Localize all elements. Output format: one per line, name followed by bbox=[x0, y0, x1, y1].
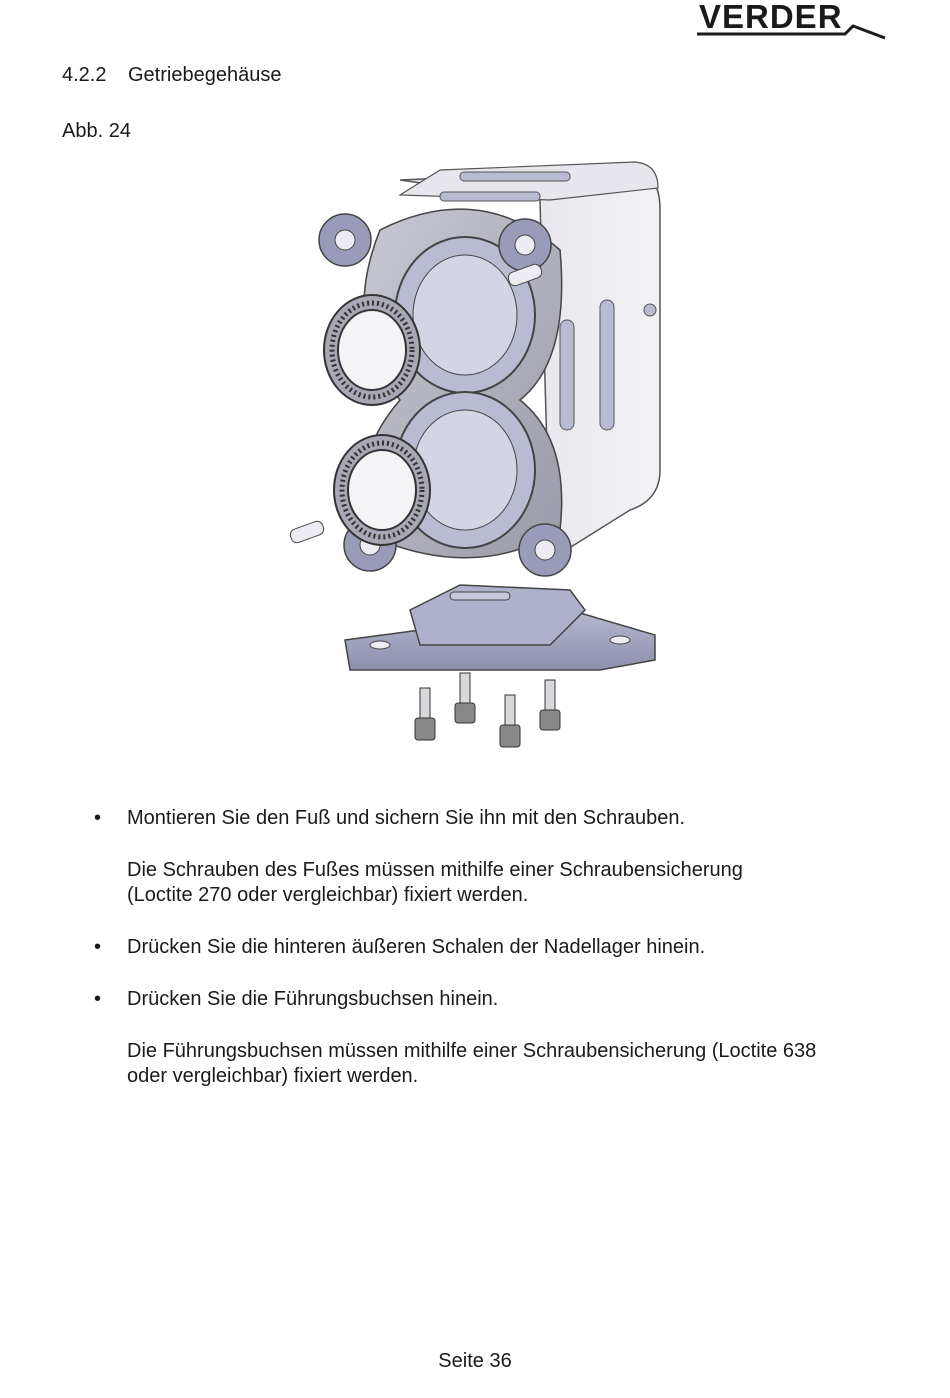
instruction-text: Montieren Sie den Fuß und sichern Sie ihn mit den Schrauben. bbox=[127, 807, 686, 829]
note-line: (Loctite 270 oder vergleichbar) fixiert werden. bbox=[127, 884, 529, 906]
section-heading bbox=[62, 64, 281, 87]
section-number: 4.2.2 bbox=[62, 64, 107, 86]
list-item bbox=[62, 987, 902, 1012]
list-item bbox=[62, 935, 902, 960]
logo-text: VERDER bbox=[699, 0, 843, 35]
bullet-icon: • bbox=[94, 807, 102, 829]
verder-logo bbox=[695, 0, 890, 40]
note-line: Die Schrauben des Fußes müssen mithilfe einer Schraubensicherung bbox=[127, 859, 743, 881]
note-paragraph bbox=[62, 858, 902, 908]
logo-swoosh-icon bbox=[695, 0, 890, 40]
note-paragraph bbox=[62, 1039, 902, 1089]
instruction-text: Drücken Sie die hinteren äußeren Schalen der Nadellager hinein. bbox=[127, 936, 706, 958]
list-item bbox=[62, 806, 902, 831]
note-line: Die Führungsbuchsen müssen mithilfe einer Schraubensicherung (Loctite 638 bbox=[127, 1040, 817, 1062]
bullet-icon: • bbox=[94, 988, 102, 1010]
page-number: Seite 36 bbox=[438, 1350, 512, 1372]
bullet-icon: • bbox=[94, 936, 102, 958]
instruction-text: Drücken Sie die Führungsbuchsen hinein. bbox=[127, 988, 499, 1010]
section-title: Getriebegehäuse bbox=[128, 64, 282, 86]
gearbox-housing-illustration bbox=[270, 140, 690, 760]
note-line: oder vergleichbar) fixiert werden. bbox=[127, 1065, 419, 1087]
instruction-list bbox=[62, 806, 902, 1089]
figure-label: Abb. 24 bbox=[62, 120, 131, 142]
